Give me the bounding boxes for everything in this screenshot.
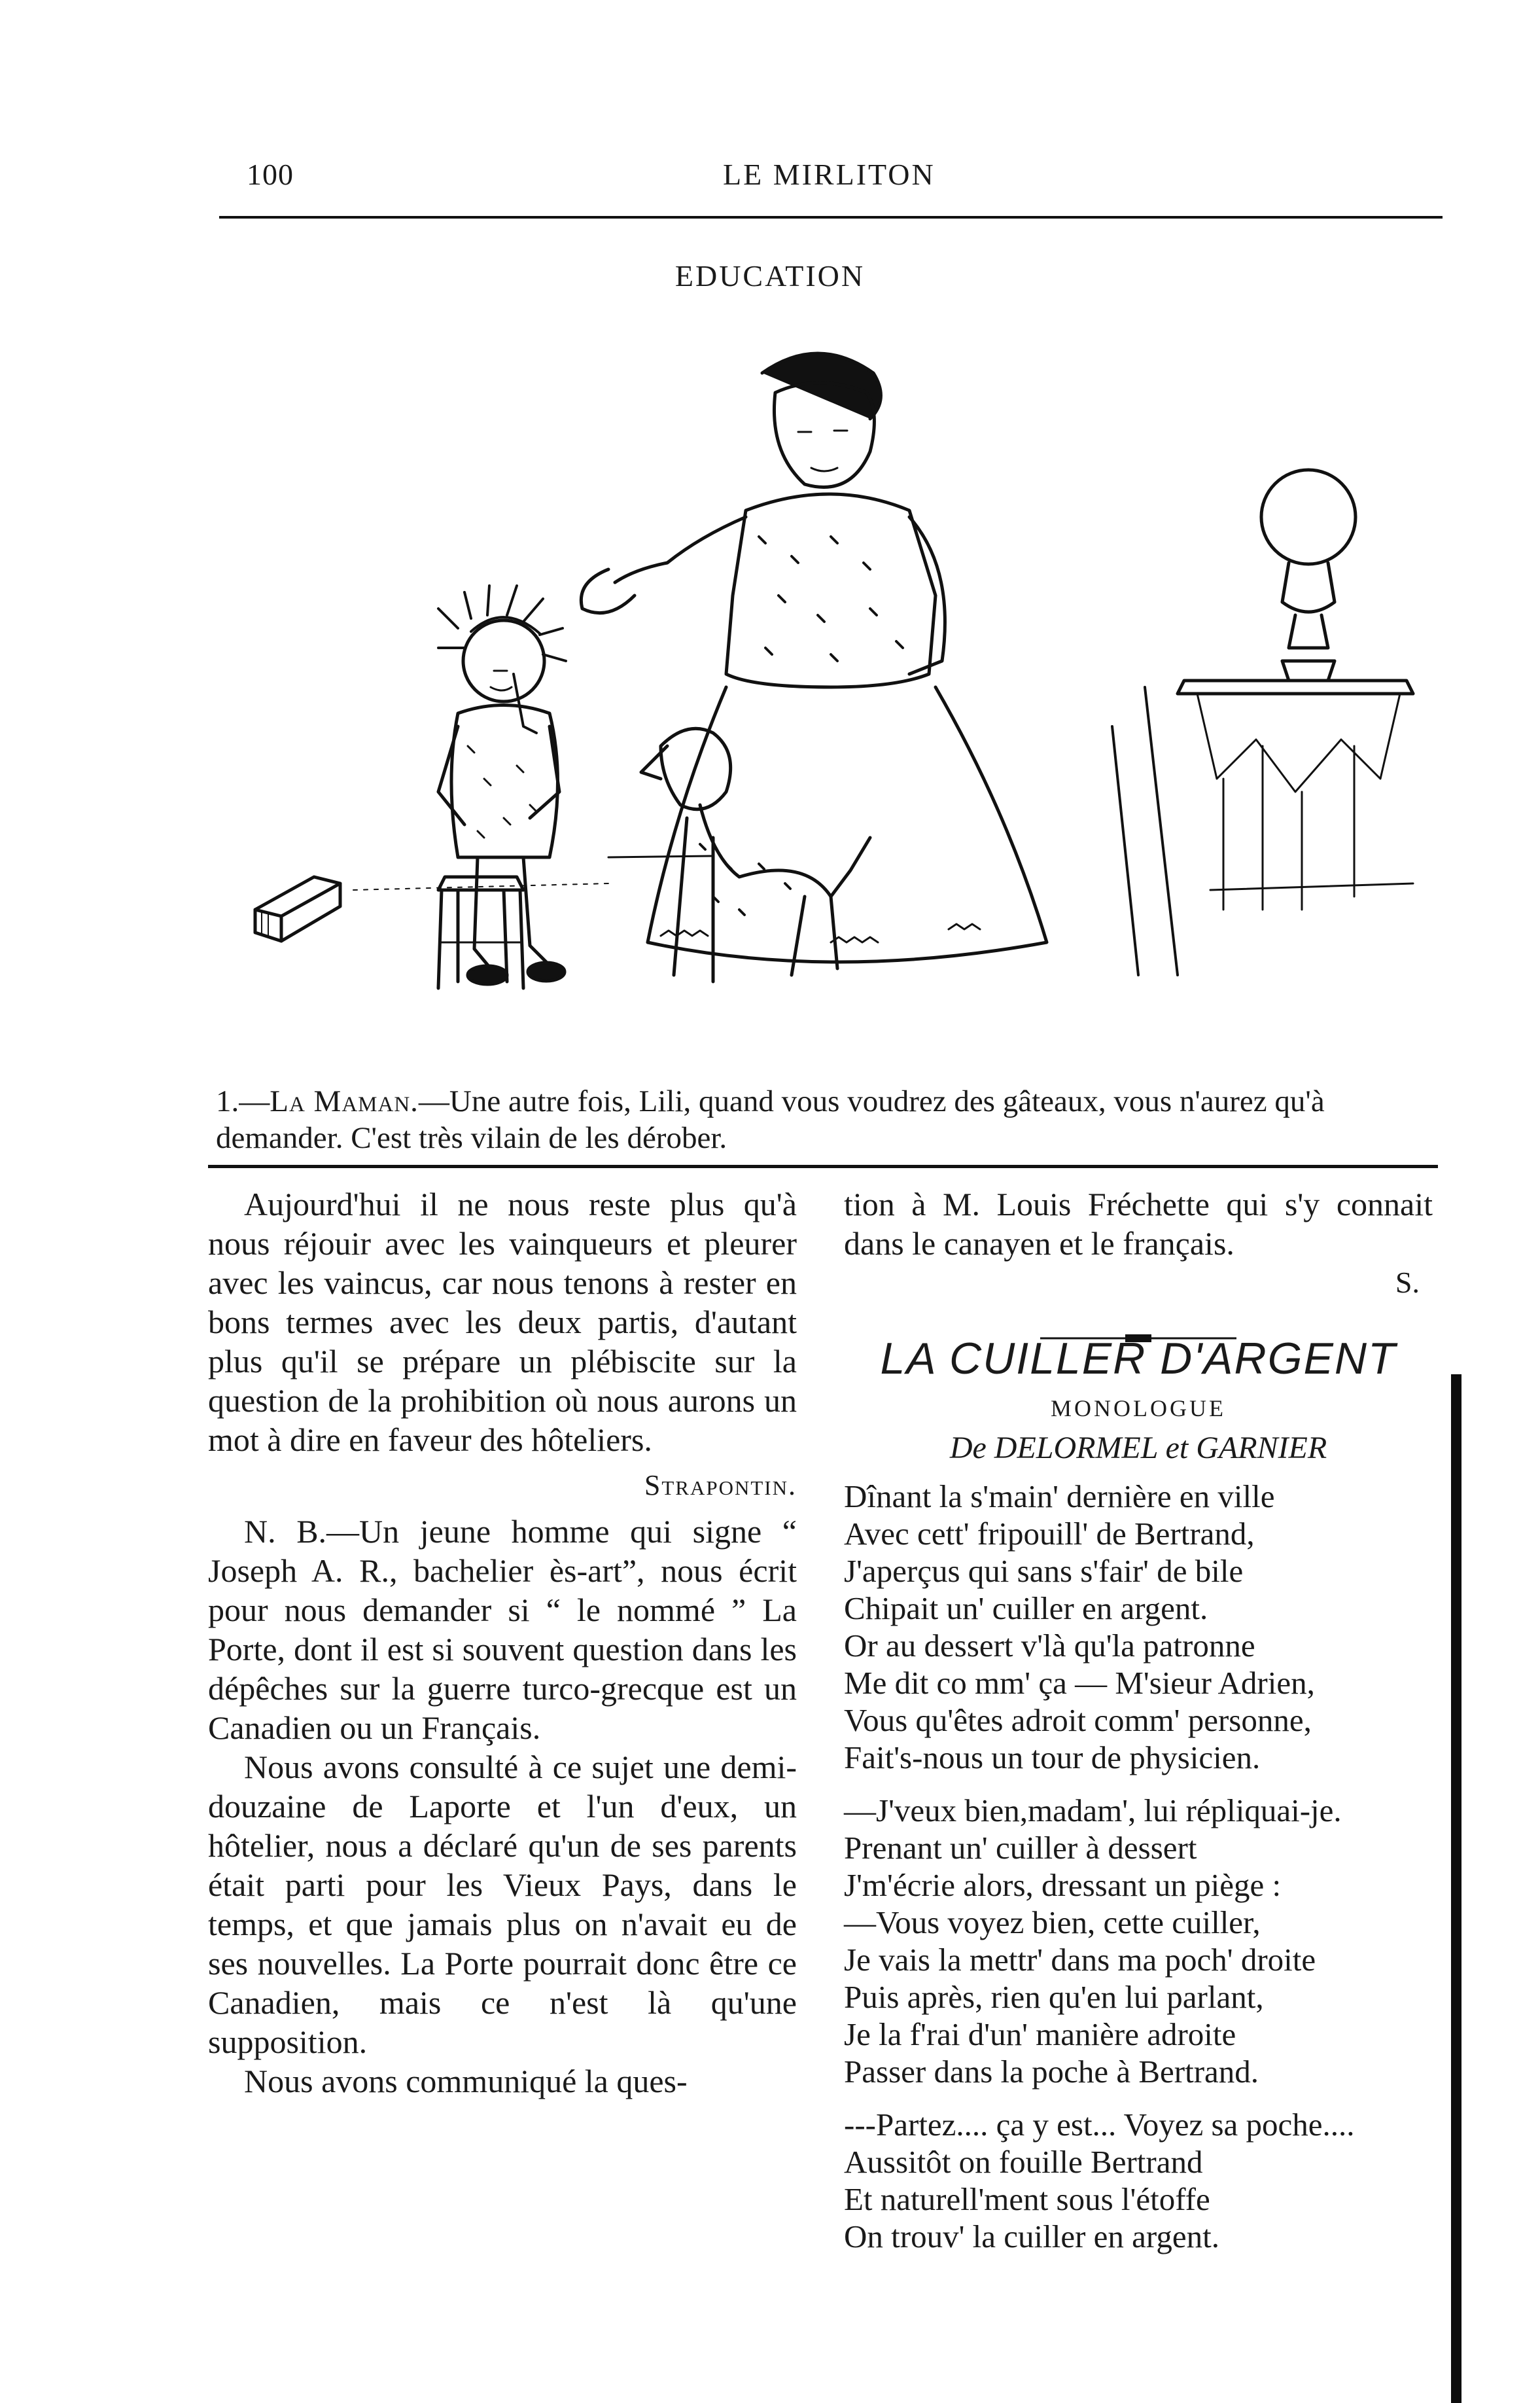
- verse-line: Dînant la s'main' dernière en ville: [844, 1478, 1275, 1514]
- book-drawing: [255, 877, 340, 941]
- scan-margin-edge: [1451, 1374, 1461, 2403]
- verse-line: ---Partez.... ça y est... Voyez sa poche....: [844, 2107, 1355, 2143]
- author-garnier: GARNIER: [1196, 1431, 1327, 1465]
- stanza: [844, 1478, 1433, 1776]
- verse-line: Aussitôt on fouille Bertrand: [844, 2144, 1203, 2180]
- authors-prefix: De: [949, 1431, 987, 1465]
- caption-text: —Une autre fois, Lili, quand vous voudrez des gâteaux, vous n'aurez qu'à demander. C'est très vilain de les dérober.: [216, 1084, 1325, 1155]
- stanza: [844, 1792, 1433, 2090]
- table-drawing: [1178, 681, 1413, 910]
- signature-strapontin: Strapontin.: [644, 1469, 797, 1501]
- verse-line: Je vais la mettr' dans ma poch' droite: [844, 1942, 1316, 1978]
- paragraph: Nous avons communiqué la ques-: [244, 2063, 688, 2099]
- paragraph: Nous avons consulté à ce sujet une demi-douzaine de Laporte et l'un d'eux, un hôtelier, nous a déclaré qu'un de ses parents était parti pour les Vieux Pays, dans le temps, et que jamais plus on n'avait eu de ses nouvelles. La Porte pourrait donc être ce Canadien, mais ce n'est là qu'une supposition.: [208, 1749, 797, 2060]
- verse-line: Prenant un' cuiller à dessert: [844, 1830, 1197, 1866]
- verse-line: —J'veux bien,madam', lui répliquai-je.: [844, 1792, 1342, 1828]
- left-column: [208, 1184, 797, 2101]
- page-number: 100: [247, 158, 294, 191]
- header-rule: [219, 216, 1443, 219]
- illustration-caption: [216, 1083, 1449, 1156]
- verse-line: Vous qu'êtes adroit comm' personne,: [844, 1702, 1312, 1738]
- illustration-education: [242, 321, 1459, 1080]
- running-title: LE MIRLITON: [723, 158, 936, 191]
- mother-drawing: [581, 353, 1047, 962]
- monologue-subtitle: MONOLOGUE: [1051, 1395, 1226, 1421]
- paragraph-continuation: tion à M. Louis Fréchette qui s'y connait dans le canayen et le français.: [844, 1186, 1433, 1262]
- verse-line: Chipait un' cuiller en argent.: [844, 1590, 1208, 1626]
- verse-line: Puis après, rien qu'en lui parlant,: [844, 1979, 1264, 2015]
- authors-and: et: [1165, 1431, 1189, 1465]
- signature-s: S.: [1395, 1266, 1420, 1299]
- verse-line: —Vous voyez bien, cette cuiller,: [844, 1904, 1261, 1940]
- paragraph: Aujourd'hui il ne nous reste plus qu'à nous réjouir avec les vainqueurs et pleurer avec les vaincus, car nous tenons à rester en bons termes avec les deux partis, d'autant plus qu'il se prépare un plébiscite sur la question de la prohibition où nous aurons un mot à dire en faveur des hôteliers.: [208, 1186, 797, 1458]
- stanza: [844, 2106, 1433, 2255]
- lamp-drawing: [1261, 470, 1356, 681]
- author-delormel: DELORMEL: [994, 1431, 1158, 1465]
- verse-line: Avec cett' fripouill' de Bertrand,: [844, 1516, 1255, 1552]
- monologue-title: LA CUILLER D'ARGENT: [880, 1334, 1397, 1383]
- verse-line: Me dit co mm' ça — M'sieur Adrien,: [844, 1665, 1315, 1701]
- monologue-authors: [844, 1429, 1433, 1467]
- paragraph-nb: N. B.—Un jeune homme qui signe “ Joseph A. R., bachelier ès-art”, nous écrit pour nous demander si “ le nommé ” La Porte, dont il est si souvent question dans les dépêches sur la guerre turco-grecque est un Canadien ou un Français.: [208, 1513, 797, 1746]
- verse-line: Passer dans la poche à Bertrand.: [844, 2054, 1259, 2090]
- verse-line: J'aperçus qui sans s'fair' de bile: [844, 1553, 1244, 1589]
- verse-line: Or au dessert v'là qu'la patronne: [844, 1628, 1255, 1664]
- dog-drawing: [641, 728, 870, 982]
- chair-drawing: [1112, 687, 1178, 975]
- caption-rule: [208, 1165, 1438, 1168]
- verse-line: On trouv' la cuiller en argent.: [844, 2218, 1219, 2254]
- verse-line: Fait's-nous un tour de physicien.: [844, 1739, 1261, 1775]
- ornament-divider: [844, 1314, 1433, 1327]
- caption-number: 1.—: [216, 1084, 270, 1118]
- verse-line: J'm'écrie alors, dressant un piège :: [844, 1867, 1282, 1903]
- verse-line: Et naturell'ment sous l'étoffe: [844, 2181, 1210, 2217]
- section-title: EDUCATION: [674, 259, 866, 293]
- caption-speaker: La Maman.: [270, 1084, 419, 1118]
- right-column: [844, 1184, 1433, 2271]
- verse-line: Je la f'rai d'un' manière adroite: [844, 2016, 1236, 2052]
- page-header: [219, 157, 1443, 196]
